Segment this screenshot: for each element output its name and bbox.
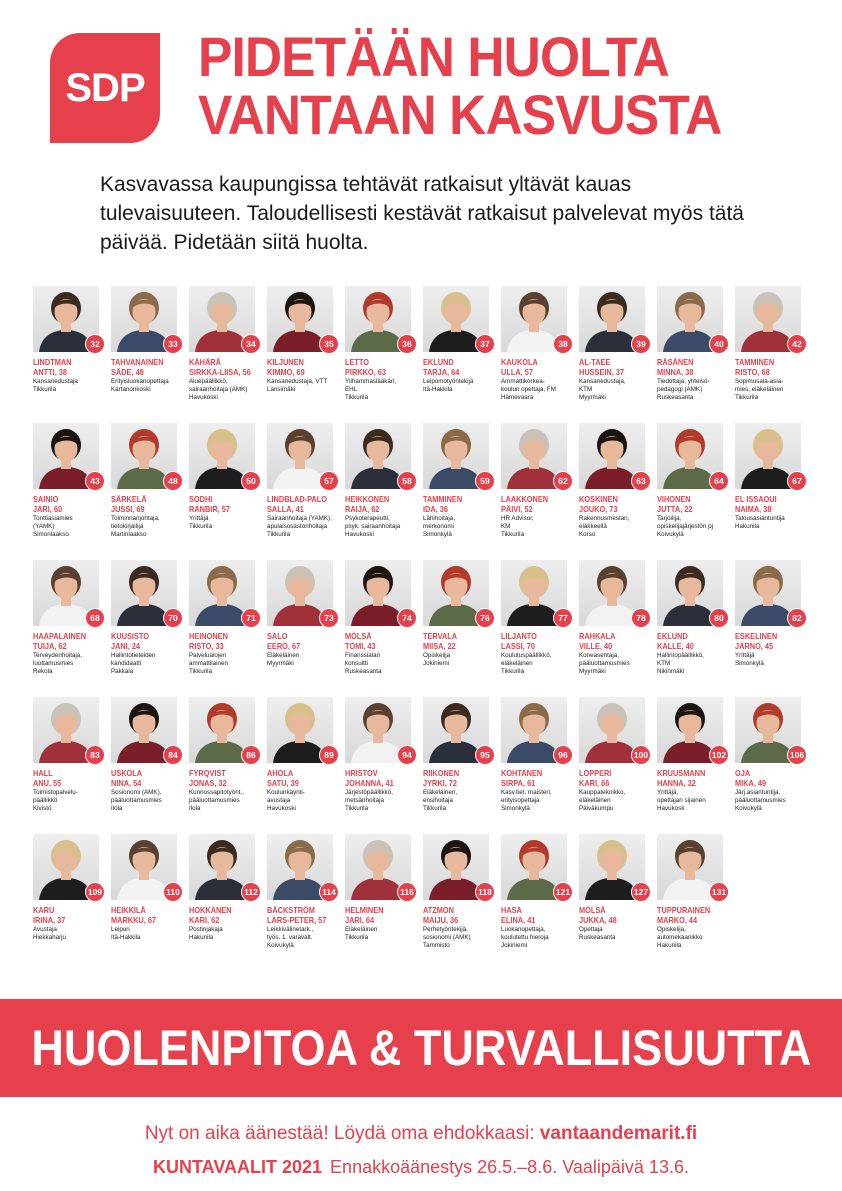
election-title: KUNTAVAALIT 2021	[153, 1157, 323, 1177]
candidate-card	[735, 286, 813, 423]
candidate-description: Postinjakaja Hakunila	[189, 926, 223, 941]
candidate-description: Palvelualojen ammattilainen Tikkurila	[189, 652, 228, 675]
candidate-number-badge: 34	[241, 334, 261, 354]
candidate-card	[267, 423, 345, 560]
candidate-name: LINDTMAN ANTTI, 38	[33, 358, 72, 377]
candidate-description: Leipuri Itä-Hakkila	[111, 926, 141, 941]
candidate-number-badge: 59	[475, 471, 495, 491]
candidate-number-badge: 102	[709, 745, 729, 765]
slogan-text: HUOLENPITOA & TURVALLISUUTTA	[31, 1020, 811, 1076]
candidate-number-badge: 42	[787, 334, 807, 354]
candidate-number-badge: 32	[85, 334, 105, 354]
candidate-card	[735, 697, 813, 834]
candidate-card	[501, 834, 579, 971]
candidate-name: VIHONEN JUTTA, 22	[657, 495, 693, 514]
candidate-card	[501, 560, 579, 697]
candidate-name: SODHI RANBIR, 57	[189, 495, 230, 514]
candidate-number-badge: 33	[163, 334, 183, 354]
candidate-name: HASA ELINA, 41	[501, 906, 536, 925]
candidate-number-badge: 127	[631, 882, 651, 902]
candidate-number-badge: 70	[163, 608, 183, 628]
candidate-description: Leipomotyöntekijä Itä-Hakkila	[423, 378, 474, 393]
candidate-name: KARU IRINA, 37	[33, 906, 66, 925]
candidate-number-badge: 71	[241, 608, 261, 628]
candidate-card	[657, 697, 735, 834]
candidate-name: LOPPERI KARI, 66	[579, 769, 612, 788]
sdp-logo	[50, 33, 160, 143]
candidate-description: Järjestöpäällikkö, metsänhoitaja Tikkurila	[345, 789, 393, 812]
candidate-card	[579, 834, 657, 971]
candidate-description: Koulunkäynti- avustaja Havukoski	[267, 789, 305, 812]
candidate-description: Opiskelija, automekaanikko Hakunila	[657, 926, 703, 949]
candidate-name: TAMMINEN IDA, 36	[423, 495, 463, 514]
candidate-name: KILJUNEN KIMMO, 69	[267, 358, 305, 377]
candidate-description: Talousasiantuntija Hakunila	[735, 515, 785, 530]
candidate-card	[33, 697, 111, 834]
candidate-card	[111, 697, 189, 834]
candidate-number-badge: 84	[163, 745, 183, 765]
candidate-name: HAAPALAINEN TUIJA, 62	[33, 632, 87, 651]
footer-call-to-action	[0, 1123, 842, 1145]
candidate-card	[423, 423, 501, 560]
candidate-description: Hallintotieteiden kandidaatti Pakkala	[111, 652, 156, 675]
candidate-description: Sairaanhoitaja (YAMK), apulaisosastonhoitaja Tikkurila	[267, 515, 332, 538]
candidate-number-badge: 100	[631, 745, 651, 765]
candidate-number-badge: 95	[475, 745, 495, 765]
candidate-number-badge: 67	[787, 471, 807, 491]
candidate-name: TAHVANAINEN SÄDE, 48	[111, 358, 164, 377]
candidate-number-badge: 131	[709, 882, 729, 902]
candidate-card	[267, 560, 345, 697]
candidate-number-badge: 77	[553, 608, 573, 628]
candidate-description: Kansanedustaja, KTM Myyrmäki	[579, 378, 626, 401]
candidate-description: Kauppateknikko, eläkeläinen Päiväkumpu	[579, 789, 626, 812]
candidate-name: TAMMINEN RISTO, 68	[735, 358, 775, 377]
candidate-name: MÖLSÄ TOMI, 43	[345, 632, 376, 651]
candidate-description: Aluepäällikkö, sairaanhoitaja (AMK) Havukoski	[189, 378, 248, 401]
candidate-number-badge: 36	[397, 334, 417, 354]
candidate-number-badge: 62	[553, 471, 573, 491]
candidate-description: Psykoterapeutti, psyk. sairaanhoitaja Havukoski	[345, 515, 401, 538]
candidate-card	[579, 560, 657, 697]
candidate-description: Leikkivälinetark., työs. 1. varavalt. Koivukylä	[267, 926, 314, 949]
candidate-card	[33, 286, 111, 423]
candidate-name: KÄHÄRÄ SIRKKA-LIISA, 56	[189, 358, 251, 377]
candidate-number-badge: 86	[241, 745, 261, 765]
candidate-card	[501, 423, 579, 560]
candidate-description: Opettaja Ruskeasanta	[579, 926, 616, 941]
candidate-description: Terveydenhoitaja, luottamusmies Rekola	[33, 652, 83, 675]
candidate-name: USKOLA NINA, 54	[111, 769, 143, 788]
candidate-name: EL ISSAOUI NAIMA, 38	[735, 495, 777, 514]
candidate-name: TERVALA MIISA, 22	[423, 632, 458, 651]
candidate-number-badge: 74	[397, 608, 417, 628]
candidate-name: AL-TAEE HUSSEIN, 37	[579, 358, 625, 377]
candidate-name: SAINIO JARI, 60	[33, 495, 63, 514]
candidate-name: LETTO PIRKKO, 63	[345, 358, 386, 377]
candidate-card	[657, 286, 735, 423]
candidate-number-badge: 121	[553, 882, 573, 902]
candidate-description: Yrittäjä Simonkylä	[735, 652, 764, 667]
candidate-number-badge: 112	[241, 882, 261, 902]
candidate-number-badge: 73	[319, 608, 339, 628]
candidate-grid	[33, 286, 813, 971]
candidate-description: Kansanedustaja Tikkurila	[33, 378, 78, 393]
candidate-description: Tonttiasiamies (YAMK) Simonlaakso	[33, 515, 73, 538]
candidate-card	[111, 286, 189, 423]
candidate-name: HEIKKILÄ MARKKU, 67	[111, 906, 157, 925]
candidate-description: Tiedottaja, yhteisö- pedagogi (AMK) Ruskeasanta	[657, 378, 710, 401]
candidate-name: HELMINEN JARI, 64	[345, 906, 384, 925]
candidate-card	[189, 834, 267, 971]
candidate-number-badge: 63	[631, 471, 651, 491]
candidate-name: RAHKALA VILLE, 40	[579, 632, 616, 651]
candidate-description: Avustaja Hiekkaharju	[33, 926, 67, 941]
candidate-card	[111, 560, 189, 697]
candidate-card	[189, 286, 267, 423]
candidate-description: Finanssialan konsultti Ruskeasanta	[345, 652, 382, 675]
candidate-card	[267, 834, 345, 971]
candidate-card	[267, 286, 345, 423]
candidate-name: HALL ANU, 55	[33, 769, 62, 788]
candidate-card	[423, 560, 501, 697]
candidate-card	[735, 560, 813, 697]
candidate-description: Erityisluokanopettaja Kartanonkoski	[111, 378, 169, 393]
candidate-description: Lähihoitaja, merkonomi Simonkylä	[423, 515, 455, 538]
candidate-card	[501, 286, 579, 423]
candidate-name: FYRQVIST JONAS, 32	[189, 769, 227, 788]
candidate-description: Kunnossapitotyönt., pääluottamusmies Ilola	[189, 789, 244, 812]
footer-election-dates	[0, 1157, 842, 1178]
candidate-card	[33, 834, 111, 971]
candidate-description: Eläkeläinen Tikkurila	[345, 926, 378, 941]
candidate-number-badge: 48	[163, 471, 183, 491]
candidate-name: RÄSÄNEN MINNA, 38	[657, 358, 694, 377]
candidate-description: Eläkeläinen, ensihoitaja Tikkurila	[423, 789, 458, 812]
candidate-number-badge: 96	[553, 745, 573, 765]
candidate-number-badge: 57	[319, 471, 339, 491]
candidate-card	[579, 423, 657, 560]
candidate-card	[345, 834, 423, 971]
candidate-description: Sopimusala-asia- mies, eläkeläinen Tikkurila	[735, 378, 784, 401]
candidate-number-badge: 80	[709, 608, 729, 628]
candidate-card	[189, 423, 267, 560]
candidate-number-badge: 43	[85, 471, 105, 491]
candidate-name: MÖLSÄ JUKKA, 48	[579, 906, 617, 925]
candidate-number-badge: 114	[319, 882, 339, 902]
candidate-description: Ylihammaslääkäri, EHL Tikkurila	[345, 378, 397, 401]
headline	[198, 25, 768, 146]
candidate-card	[345, 697, 423, 834]
candidate-number-badge: 109	[85, 882, 105, 902]
candidate-card	[111, 423, 189, 560]
candidate-description: Toiminnanjohtaja, tietokirjailija Martinlaakso	[111, 515, 160, 538]
candidate-number-badge: 82	[787, 608, 807, 628]
candidate-name: ESKELINEN JARNO, 45	[735, 632, 778, 651]
candidate-name: HOKKANEN KARI, 62	[189, 906, 232, 925]
candidate-number-badge: 40	[709, 334, 729, 354]
candidate-name: SALO EERO, 67	[267, 632, 301, 651]
candidate-description: Tarjoilija, opiskelijajärjestön pj Koivukylä	[657, 515, 713, 538]
candidate-card	[579, 286, 657, 423]
candidate-number-badge: 116	[397, 882, 417, 902]
website-link[interactable]: vantaandemarit.fi	[539, 1123, 698, 1144]
candidate-name: AHOLA SATU, 39	[267, 769, 299, 788]
candidate-name: ATZMON MAIJU, 36	[423, 906, 459, 925]
candidate-name: HRISTOV JOHANNA, 41	[345, 769, 394, 788]
candidate-card	[501, 697, 579, 834]
headline-line-2: VANTAAN KASVUSTA	[198, 83, 722, 146]
candidate-name: SÄRKELÄ JUSSI, 69	[111, 495, 147, 514]
candidate-card	[579, 697, 657, 834]
candidate-card	[345, 560, 423, 697]
candidate-card	[657, 560, 735, 697]
candidate-description: Rakennusmestari, eläkkeellä Korso	[579, 515, 630, 538]
candidate-name: HEIKKONEN RAIJA, 62	[345, 495, 390, 514]
candidate-card	[423, 834, 501, 971]
candidate-name: KUUSISTO JANI, 24	[111, 632, 149, 651]
candidate-card	[33, 560, 111, 697]
candidate-number-badge: 39	[631, 334, 651, 354]
candidate-description: Opiskelija Jokiniemi	[423, 652, 451, 667]
candidate-name: HEINONEN RISTO, 33	[189, 632, 228, 651]
candidate-description: Järj.asiantuntija, pääluottamusmies Koivukylä	[735, 789, 786, 812]
candidate-card	[657, 834, 735, 971]
candidate-name: LILJANTO LASSI, 70	[501, 632, 537, 651]
candidate-number-badge: 58	[397, 471, 417, 491]
candidate-description: Luokanopettaja, koulutettu hieroja Jokiniemi	[501, 926, 549, 949]
candidate-name: LAAKKONEN PÄIVI, 52	[501, 495, 549, 514]
candidate-number-badge: 110	[163, 882, 183, 902]
candidate-name: KRUUSMANN HANNA, 32	[657, 769, 706, 788]
candidate-name: EKLUND TARJA, 64	[423, 358, 460, 377]
candidate-description: Kansanedustaja, VTT Länsimäki	[267, 378, 328, 393]
candidate-number-badge: 83	[85, 745, 105, 765]
candidate-card	[735, 423, 813, 560]
candidate-description: Sosionomi (AMK), pääluottamusmies Ilola	[111, 789, 162, 812]
candidate-name: KAUKOLA ULLA, 57	[501, 358, 538, 377]
candidate-description: Yrittäjä Tikkurila	[189, 515, 213, 530]
logo-text: SDP	[65, 65, 145, 110]
candidate-number-badge: 38	[553, 334, 573, 354]
candidate-number-badge: 37	[475, 334, 495, 354]
candidate-number-badge: 64	[709, 471, 729, 491]
candidate-description: Toimistopalvelu- päällikkö Kivistö	[33, 789, 78, 812]
candidate-card	[267, 697, 345, 834]
candidate-name: TUPPURAINEN MARKO, 44	[657, 906, 711, 925]
candidate-card	[189, 560, 267, 697]
candidate-number-badge: 106	[787, 745, 807, 765]
candidate-description: Kasv.tiet. maisteri, erityisopettaja Simonkylä	[501, 789, 552, 812]
candidate-number-badge: 35	[319, 334, 339, 354]
candidate-description: Eläkeläinen Myyrmäki	[267, 652, 300, 667]
candidate-name: RIIKONEN JYRKI, 72	[423, 769, 460, 788]
candidate-card	[111, 834, 189, 971]
candidate-description: Ammattikorkea- koulun opettaja, FM Hämevaara	[501, 378, 556, 401]
candidate-name: KOHTANEN SIRPA, 61	[501, 769, 543, 788]
candidate-card	[345, 423, 423, 560]
candidate-name: BÄCKSTRÖM LARS-PETER, 57	[267, 906, 327, 925]
footer-cta-text: Nyt on aika äänestää! Löydä oma ehdokkaasi:	[144, 1123, 540, 1144]
slogan-banner	[0, 999, 842, 1097]
candidate-name: LINDBLAD-PALO SALLA, 41	[267, 495, 328, 514]
candidate-number-badge: 68	[85, 608, 105, 628]
candidate-card	[345, 286, 423, 423]
candidate-number-badge: 89	[319, 745, 339, 765]
candidate-card	[657, 423, 735, 560]
candidate-number-badge: 78	[631, 608, 651, 628]
candidate-name: EKLUND KALLE, 40	[657, 632, 694, 651]
candidate-description: Koulutuspäällikkö, eläkeläinen Tikkurila	[501, 652, 552, 675]
candidate-description: Yrittäjä, opettajan sijainen Havukosk	[657, 789, 706, 812]
candidate-number-badge: 50	[241, 471, 261, 491]
candidate-description: Hallintopäällikkö, KTM Nikinmäki	[657, 652, 704, 675]
candidate-name: OJA MIKA, 49	[735, 769, 767, 788]
candidate-number-badge: 118	[475, 882, 495, 902]
headline-line-1: PIDETÄÄN HUOLTA	[198, 25, 669, 88]
candidate-description: Perhetyöntekijä, sosionomi (AMK) Tammisto	[423, 926, 471, 949]
candidate-card	[423, 286, 501, 423]
candidate-name: KOSKINEN JOUKO, 73	[579, 495, 618, 514]
candidate-number-badge: 94	[397, 745, 417, 765]
candidate-description: Koneasentaja, pääluottamusmies Myyrmäki	[579, 652, 630, 675]
candidate-card	[189, 697, 267, 834]
candidate-description: HR Advisor, KM Tikkurila	[501, 515, 534, 538]
candidate-card	[33, 423, 111, 560]
intro-text: Kasvavassa kaupungissa tehtävät ratkaisut yltävät kauas tulevaisuuteen. Taloudellisesti kestävät ratkaisut palvelevat myös tätä päivää. Pidetään siitä huolta.	[100, 173, 744, 254]
candidate-card	[423, 697, 501, 834]
election-dates-text: Ennakkoäänestys 26.5.–8.6. Vaalipäivä 13.6.	[330, 1157, 689, 1177]
candidate-number-badge: 76	[475, 608, 495, 628]
